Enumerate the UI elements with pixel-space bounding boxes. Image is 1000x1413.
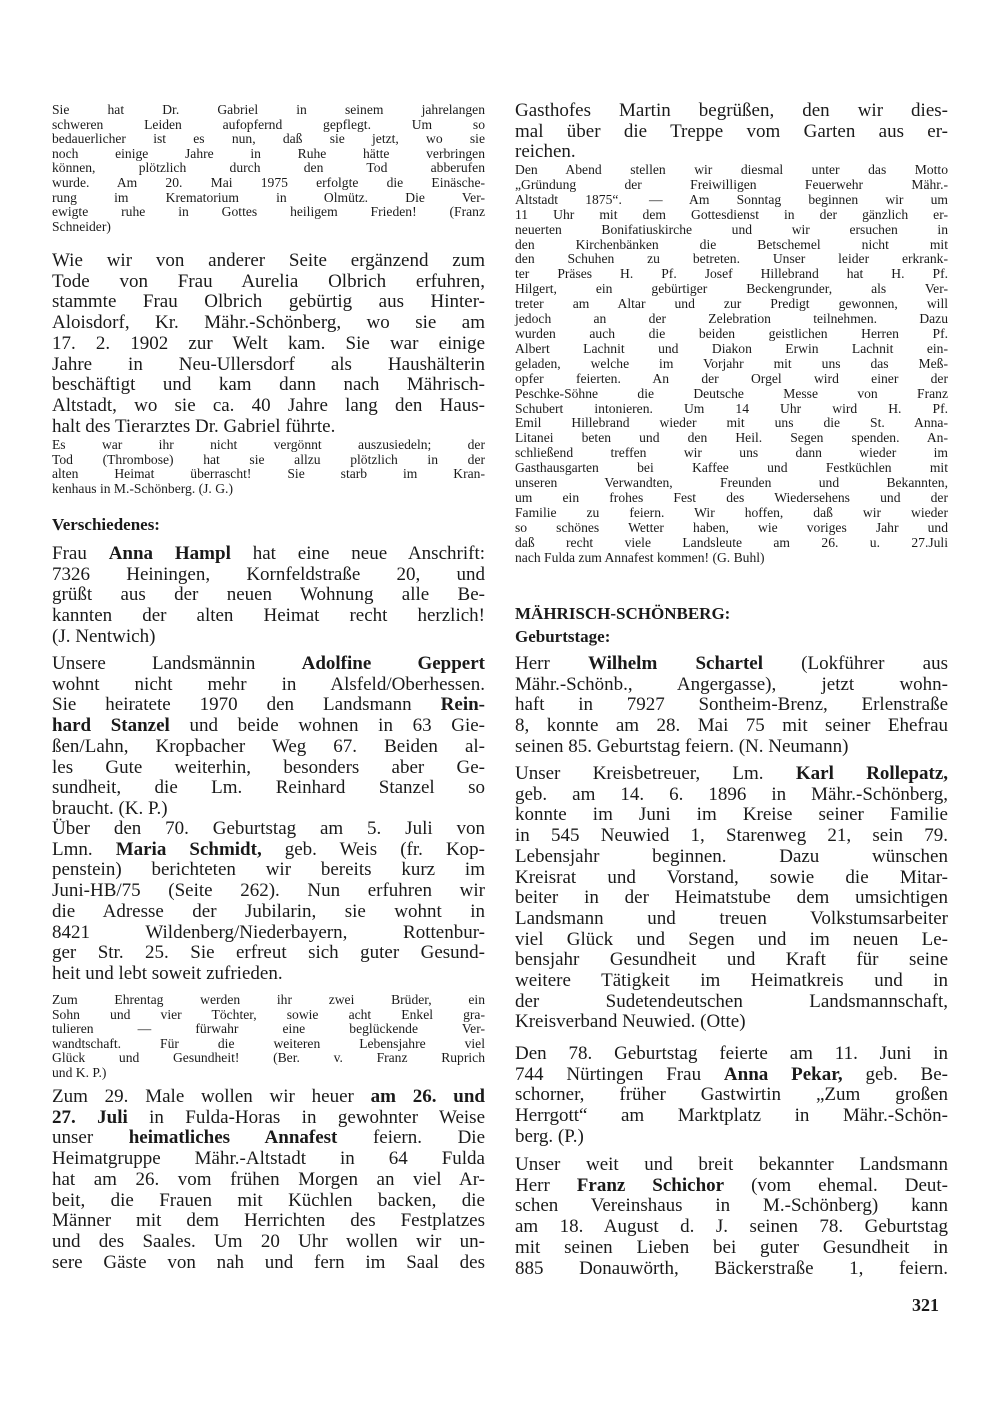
text-segment: schweren Leiden aufopfernd gepflegt. Um so [52, 116, 485, 132]
text-line [515, 805, 948, 826]
text-line [515, 930, 948, 951]
text-line [52, 923, 485, 944]
text-line [515, 387, 948, 402]
text-line [515, 178, 948, 193]
text-segment: seinen 85. Geburtstag feiern. (N. Neumann) [515, 735, 849, 757]
paragraph [515, 163, 948, 565]
text-line [52, 1232, 485, 1253]
text-segment: schorner, früher Gastwirtin „Zum großen [515, 1084, 948, 1106]
text-segment: opfer feierten. An der Orgel wird einer der [515, 370, 948, 386]
text-segment: kenhaus in M.-Schönberg. (J. G.) [52, 480, 233, 496]
paragraph [52, 993, 485, 1081]
text-segment: Gasthausgarten bei Kaffee und Festküchlen mit [515, 460, 948, 476]
text-line [52, 585, 485, 606]
text-segment: 11 Uhr mit dem Gottesdienst in der gänzlich er- [515, 206, 948, 222]
text-segment: Tode von Frau Aurelia Olbrich erfuhren, [52, 270, 485, 292]
text-segment: Mähr.-Schönb., Angergasse), jetzt wohn- [515, 673, 948, 695]
text-segment: Glück und Gesundheit! (Ber. v. Franz Ruprich [52, 1050, 485, 1066]
text-segment: bedauerlicher ist es nun, daß sie jetzt, wo sie [52, 131, 485, 147]
text-line [52, 375, 485, 396]
text-line [515, 416, 948, 431]
text-segment: geb. am 14. 6. 1896 in Mähr.-Schönberg, [515, 783, 948, 805]
text-segment: ger Str. 25. Sie erfreut sich guter Gesund- [52, 942, 485, 964]
text-line [52, 334, 485, 355]
paragraph [52, 251, 485, 437]
paragraph [515, 1155, 948, 1279]
text-segment: am 18. August d. J. seinen 78. Geburtstag [515, 1216, 948, 1238]
text-line [515, 476, 948, 491]
text-segment: neuerten Bonifatiuskirche und wir ersuchen in [515, 221, 948, 237]
text-segment: 8421 Wildenberg/Niederbayern, Rottenbur- [52, 921, 485, 943]
text-line [515, 372, 948, 387]
paragraph [52, 438, 485, 496]
text-line [515, 737, 948, 758]
text-line [515, 357, 948, 372]
text-line [52, 675, 485, 696]
text-segment: hat eine neue Anschrift: [230, 543, 486, 564]
text-segment: viel Glück und Segen und im neuen Le- [515, 928, 948, 950]
text-line [52, 292, 485, 313]
text-segment: 17. 2. 1902 zur Welt kam. Sie war einige [52, 332, 485, 354]
text-line [515, 163, 948, 178]
text-segment: feiern. Die [337, 1127, 485, 1149]
text-line [515, 193, 948, 208]
text-line [515, 764, 948, 785]
bold-name: Franz Schichor [576, 1174, 725, 1196]
text-segment: Lmn. [52, 838, 116, 860]
text-segment: Unser Kreisbetreuer, Lm. [515, 763, 796, 784]
paragraph [52, 544, 485, 648]
text-line [52, 482, 485, 497]
bold-name: Anna Pekar, [723, 1063, 843, 1085]
text-segment: wandtschaft. Für die weiteren Lebensjahre viel [52, 1035, 485, 1051]
text-segment: geladen, welche im Vorjahr mit uns das Meß- [515, 355, 948, 371]
text-segment: in Fulda-Horas in gewohnter Weise [127, 1106, 486, 1128]
text-line [52, 191, 485, 206]
text-line [515, 1217, 948, 1238]
paragraph [515, 1044, 948, 1148]
text-line [515, 312, 948, 327]
text-line [515, 142, 948, 163]
text-segment: „Gründung der Freiwilligen Feuerwehr Mähr.- [515, 176, 948, 192]
text-segment: Aloisdorf, Kr. Mähr.-Schönberg, wo sie am [52, 312, 485, 334]
text-line [515, 1196, 948, 1217]
text-line [515, 1106, 948, 1127]
text-line [52, 251, 485, 272]
text-segment: (vom ehemal. Deut- [724, 1174, 948, 1196]
text-segment: beschäftigt und kam dann nach Mährisch- [52, 374, 485, 396]
text-line [52, 396, 485, 417]
text-segment: 744 Nürtingen Frau [515, 1063, 724, 1085]
text-line [52, 118, 485, 133]
text-segment: Männer mit dem Herrichten des Festplatzes [52, 1210, 485, 1232]
text-segment: der Sudetendeutschen Landsmannschaft, [515, 990, 948, 1012]
text-line [52, 132, 485, 147]
text-line [52, 758, 485, 779]
text-line [515, 868, 948, 889]
text-line [515, 208, 948, 223]
text-segment: weitere Tätigkeit im Heimatkreis und in [515, 970, 948, 992]
paragraph [52, 1087, 485, 1273]
text-segment: haft in 7927 Sontheim-Brenz, Erlenstraße [515, 694, 948, 716]
text-segment: schen Vereinshaus in M.-Schönberg) kann [515, 1195, 948, 1217]
text-segment: Gasthofes Martin begrüßen, den wir dies- [515, 100, 948, 121]
text-segment: Familie zu feiern. Wir hoffen, daß wir wieder [515, 504, 948, 520]
text-segment: noch einige Jahre in Ruhe hätte verbringen [52, 145, 485, 161]
text-segment: Herr [515, 653, 588, 674]
text-line [515, 551, 948, 566]
text-segment: halt des Tierarztes Dr. Gabriel führte. [52, 415, 336, 437]
bold-name: Maria Schmidt, [115, 838, 262, 860]
text-line [515, 446, 948, 461]
text-line [52, 161, 485, 176]
text-segment: tulieren — fürwahr eine beglückende Ver- [52, 1021, 485, 1037]
text-segment: Schubert intonieren. Um 14 Uhr wird H. Pf. [515, 400, 948, 416]
text-segment: Altstadt 1875“. — Am Sonntag beginnen wir um [515, 191, 948, 207]
text-line [515, 888, 948, 909]
text-line [52, 627, 485, 648]
text-segment: um ein frohes Fest des Wiedersehens und der [515, 489, 948, 505]
text-line [52, 453, 485, 468]
text-line [515, 1155, 948, 1176]
paragraph [515, 101, 948, 163]
text-segment: geb. Be- [842, 1063, 948, 1085]
text-line [52, 1108, 485, 1129]
text-segment: Jahre in Neu-Ullersdorf als Haushälterin [52, 353, 485, 375]
text-line [515, 1238, 948, 1259]
text-line [515, 695, 948, 716]
text-segment: Kreisverband Neuwied. (Otte) [515, 1011, 746, 1033]
text-segment: 885 Donauwörth, Bäckerstraße 1, feiern. [515, 1257, 948, 1279]
text-line [515, 847, 948, 868]
text-segment: 7326 Heiningen, Kornfeldstraße 20, und [52, 563, 485, 585]
text-line [515, 992, 948, 1013]
text-segment: rung im Krematorium in Olmütz. Die Ver- [52, 189, 485, 205]
text-segment: bensjahr Gesundheit und Kraft für seine [515, 949, 948, 971]
text-segment: Schneider) [52, 218, 111, 234]
text-line [52, 993, 485, 1008]
text-segment: Heimatgruppe Mähr.-Altstadt in 64 Fulda [52, 1148, 485, 1170]
text-line [52, 1128, 485, 1149]
text-line [52, 417, 485, 438]
text-segment: die Adresse der Jubilarin, sie wohnt in [52, 900, 485, 922]
text-line [52, 355, 485, 376]
text-segment: Sie hat Dr. Gabriel in seinem jahrelangen [52, 102, 485, 117]
text-line [515, 909, 948, 930]
text-segment: Altstadt, wo sie ca. 40 Jahre lang den Haus- [52, 394, 485, 416]
text-line [515, 1176, 948, 1197]
text-line [52, 799, 485, 820]
bold-name: heimatliches Annafest [128, 1127, 338, 1149]
text-segment: alten Heimat überrascht! Sie starb im Kran- [52, 466, 485, 482]
text-line [515, 342, 948, 357]
text-line [515, 1127, 948, 1148]
text-segment: wurden auch die beiden geistlichen Herren Pf. [515, 325, 948, 341]
text-segment: treter am Altar und zur Predigt gewonnen, will [515, 296, 948, 312]
text-line [515, 122, 948, 143]
text-line [515, 654, 948, 675]
text-segment: kannten der alten Heimat recht herzlich! [52, 605, 485, 627]
text-line [515, 431, 948, 446]
section-heading: MÄHRISCH-SCHÖNBERG: [515, 604, 731, 623]
text-line [515, 101, 948, 122]
text-segment: heit und lebt soweit zufrieden. [52, 962, 283, 984]
text-segment: unser [52, 1127, 129, 1149]
paragraph [52, 654, 485, 820]
text-segment: Peschke-Söhne die Deutsche Messe von Franz [515, 385, 948, 401]
text-line [515, 950, 948, 971]
text-segment: geb. Weis (fr. Kop- [261, 838, 485, 860]
text-segment: sere Gäste von nah und fern im Saal des [52, 1251, 485, 1273]
text-segment: beit, die Frauen mit Küchlen backen, die [52, 1189, 485, 1211]
paragraph [52, 819, 485, 985]
text-segment: Frau [52, 543, 109, 564]
paragraph [515, 654, 948, 758]
text-line [52, 205, 485, 220]
text-segment: Unsere Landsmännin [52, 653, 302, 674]
text-segment: Über den 70. Geburtstag am 5. Juli von [52, 818, 485, 839]
text-line [52, 881, 485, 902]
text-line [515, 267, 948, 282]
text-line [515, 223, 948, 238]
text-line [52, 1087, 485, 1108]
text-segment: (J. Nentwich) [52, 625, 156, 647]
text-segment: hat am 26. vom frühen Morgen an viel Ar- [52, 1168, 485, 1190]
text-segment: können, plötzlich durch den Tod abberufen [52, 160, 485, 176]
text-segment: daß recht viele Landsleute am 26. u. 27.Juli [515, 534, 948, 550]
text-line [515, 1065, 948, 1086]
text-line [515, 1085, 948, 1106]
text-segment: Emil Hillebrand wieder mit uns die St. Anna- [515, 415, 948, 431]
text-line [52, 103, 485, 118]
text-segment: Lebensjahr beginnen. Dazu wünschen [515, 845, 948, 867]
text-line [52, 860, 485, 881]
text-segment: ter Präses H. Pf. Josef Hillebrand hat H. Pf. [515, 266, 948, 282]
text-segment: Sohn und vier Töchter, sowie acht Enkel gra- [52, 1006, 485, 1022]
text-line [52, 176, 485, 191]
text-segment: Den Abend stellen wir diesmal unter das Motto [515, 162, 948, 177]
text-line [52, 1051, 485, 1066]
text-segment: Tod (Thrombose) hat sie allzu plötzlich in der [52, 451, 485, 467]
text-segment: reichen. [515, 141, 576, 163]
text-line [515, 536, 948, 551]
text-segment: so schönes Wetter haben, wie voriges Jahr und [515, 519, 948, 535]
page-number: 321 [912, 1295, 939, 1315]
text-line [515, 282, 948, 297]
text-segment: Litanei beten und den Heil. Segen spenden. An- [515, 430, 948, 446]
text-segment: Juni-HB/75 (Seite 262). Nun erfuhren wir [52, 880, 485, 902]
bold-name: hard Stanzel [52, 715, 170, 737]
text-segment: braucht. (K. P.) [52, 797, 168, 819]
text-line [52, 272, 485, 293]
text-line [515, 252, 948, 267]
text-line [52, 438, 485, 453]
text-segment: berg. (P.) [515, 1125, 584, 1147]
text-segment: unseren Verwandten, Freunden und Bekannten, [515, 475, 948, 491]
text-segment: Unser weit und breit bekannter Landsmann [515, 1154, 948, 1175]
text-line [52, 819, 485, 840]
text-line [52, 467, 485, 482]
bold-name: 27. Juli [52, 1106, 128, 1128]
text-segment: beiter in der Heimatstube dem umsichtigen [515, 887, 948, 909]
text-line [52, 654, 485, 675]
text-line [52, 840, 485, 861]
text-segment: (Lokführer aus [763, 653, 948, 674]
paragraph [515, 764, 948, 1033]
text-line [52, 1022, 485, 1037]
text-segment: les Gute weiterhin, besonders aber Ge- [52, 756, 485, 778]
text-line [52, 606, 485, 627]
text-line [52, 1037, 485, 1052]
text-segment: Zum Ehrentag werden ihr zwei Brüder, ein [52, 992, 485, 1007]
text-line [52, 1211, 485, 1232]
text-line [52, 695, 485, 716]
text-line [52, 737, 485, 758]
text-line [52, 1066, 485, 1081]
text-line [52, 964, 485, 985]
text-segment: Albert Lachnit und Diakon Erwin Lachnit ein- [515, 340, 948, 356]
bold-name: Adolfine Geppert [301, 653, 486, 674]
text-segment: den Schuhen zu betreten. Unser leider erkrank- [515, 251, 948, 267]
text-segment: ewigte ruhe in Gottes heiligem Frieden! (Franz [52, 204, 485, 220]
text-segment: Herr [515, 1174, 577, 1196]
text-line [515, 1259, 948, 1280]
paragraph [52, 103, 485, 234]
text-line [515, 675, 948, 696]
text-line [515, 1044, 948, 1065]
text-segment: grüßt aus der neuen Wohnung alle Be- [52, 584, 485, 606]
text-segment: Kreisrat und Vorstand, sowie die Mitar- [515, 866, 948, 888]
text-line [52, 1008, 485, 1023]
section-heading: Verschiedenes: [52, 515, 160, 534]
text-line [52, 313, 485, 334]
text-segment: Es war ihr nicht vergönnt auszusiedeln; der [52, 437, 485, 452]
text-line [515, 716, 948, 737]
text-segment: und des Saales. Um 20 Uhr wollen wir un- [52, 1230, 485, 1252]
bold-name: Anna Hampl [108, 543, 231, 564]
text-line [515, 826, 948, 847]
text-line [52, 1149, 485, 1170]
text-line [52, 147, 485, 162]
text-segment: Herrgott“ am Marktplatz in Mähr.-Schön- [515, 1105, 948, 1127]
text-line [515, 785, 948, 806]
text-segment: jedoch an der Zelebration teilnehmen. Dazu [515, 311, 948, 327]
text-segment: ßen/Lahn, Kropbacher Weg 67. Beiden al- [52, 735, 485, 757]
text-segment: den Kirchenbänken die Betschemel nicht mit [515, 236, 948, 252]
text-segment: konnte im Juni im Kreise seiner Familie [515, 804, 948, 826]
text-line [52, 544, 485, 565]
text-segment: wohnt nicht mehr in Alsfeld/Oberhessen. [52, 673, 485, 695]
text-line [515, 506, 948, 521]
text-line [52, 1253, 485, 1274]
bold-name: Rein- [440, 694, 485, 716]
text-segment: Sie heiratete 1970 den Landsmann [52, 694, 441, 716]
bold-name: Karl Rollepatz, [795, 763, 949, 784]
text-line [52, 716, 485, 737]
text-segment: und K. P.) [52, 1064, 107, 1080]
text-segment: Zum 29. Male wollen wir heuer [52, 1086, 371, 1107]
text-segment: schließend treffen wir uns dann wieder im [515, 445, 948, 461]
text-segment: 8, konnte am 28. Mai 75 mit seiner Ehefrau [515, 715, 948, 737]
text-segment: in 545 Neuwied 1, Starenweg 21, sein 79. [515, 825, 948, 847]
text-line [52, 1170, 485, 1191]
text-segment: nach Fulda zum Annafest kommen! (G. Buhl) [515, 549, 765, 565]
text-segment: mal über die Treppe vom Garten aus er- [515, 120, 948, 142]
text-segment: und beide wohnen in 63 Gie- [169, 715, 485, 737]
text-segment: sundheit, die Lm. Reinhard Stanzel so [52, 777, 485, 799]
text-segment: wurde. Am 20. Mai 1975 erfolgte die Einäsche- [52, 174, 485, 190]
text-line [52, 902, 485, 923]
text-segment: stammte Frau Olbrich gebürtig aus Hinter- [52, 291, 485, 313]
text-line [52, 943, 485, 964]
text-line [515, 402, 948, 417]
subsection-heading: Geburtstage: [515, 627, 611, 646]
text-line [515, 238, 948, 253]
text-line [515, 971, 948, 992]
text-line [515, 491, 948, 506]
text-segment: penstein) berichteten wir bereits kurz im [52, 859, 485, 881]
text-line [515, 521, 948, 536]
text-line [52, 220, 485, 235]
text-line [515, 1012, 948, 1033]
text-line [52, 1191, 485, 1212]
text-segment: Den 78. Geburtstag feierte am 11. Juni in [515, 1043, 948, 1064]
bold-name: Wilhelm Schartel [587, 653, 763, 674]
text-line [515, 297, 948, 312]
text-line [52, 778, 485, 799]
text-segment: Hilgert, ein gebürtiger Beckengrunder, als Ver- [515, 281, 948, 297]
text-line [515, 327, 948, 342]
text-line [515, 461, 948, 476]
text-segment: mit seinen Lieben bei guter Gesundheit in [515, 1236, 948, 1258]
bold-name: am 26. und [370, 1086, 485, 1107]
text-segment: Landsmann und treuen Volkstumsarbeiter [515, 907, 948, 929]
text-segment: Wie wir von anderer Seite ergänzend zum [52, 250, 485, 271]
text-line [52, 565, 485, 586]
